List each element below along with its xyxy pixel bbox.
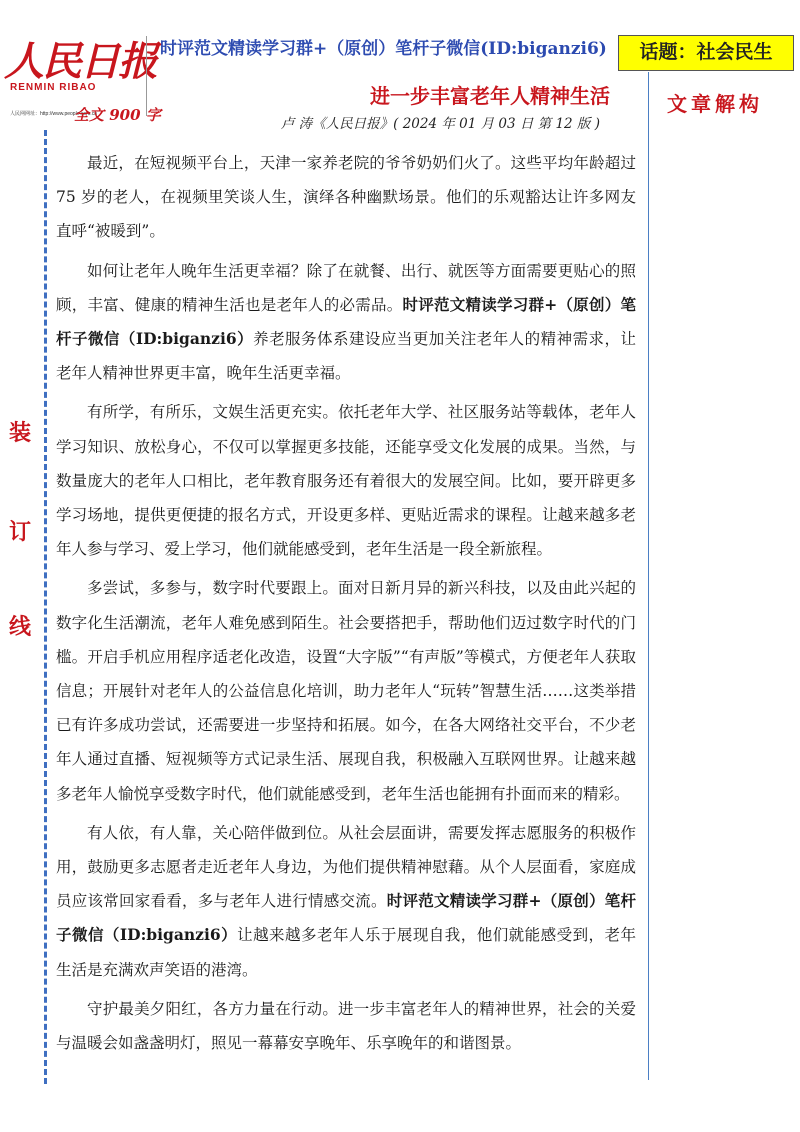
topic-badge: 话题：社会民生 [618,35,794,71]
logo-pinyin: RENMIN RIBAO [10,82,97,93]
paragraph [56,992,636,1060]
margin-divider [648,72,649,1080]
article-byline: 卢 涛《人民日报》( 2024 年 01 月 03 日 第 12 版 ) [280,116,600,132]
paragraph [56,146,636,249]
binding-line [44,130,47,1084]
paragraph-text: 如何让老年人晚年生活更幸福？除了在就餐、出行、就医等方面需要更贴心的照顾，丰富、健康的精神生活也是老年人的必需品。 [56,261,636,314]
paragraph [56,571,636,810]
paragraph-text: 有人依，有人靠，关心陪伴做到位。从社会层面讲，需要发挥志愿服务的积极作用，鼓励更多志愿者走近老年人身边，为他们提供精神慰藉。从个人层面看，家庭成员应该常回家看看，多与老年人进行情感交流。 [56,823,636,911]
paragraph [56,395,636,566]
promo-banner: 时评范文精读学习群+（原创）笔杆子微信(ID:biganzi6) [160,39,607,59]
promo-inline: 时评范文精读学习群+（原创）笔杆子微信（ID:biganzi6） [56,891,636,945]
logo-url: 人民网网址：http://www.people.com.cn [10,111,97,117]
binding-char: 装 [8,420,31,446]
logo-text: 人民日报 [4,38,156,85]
binding-char: 线 [8,614,31,640]
paragraph-text: 多尝试，多参与，数字时代要跟上。面对日新月异的新兴科技，以及由此兴起的数字化生活潮流，老年人难免感到陌生。社会要搭把手，帮助他们迈过数字时代的门槛。开启手机应用程序适老化改造，设置“大字版”“有声版”等模式，方便老年人获取信息；开展针对老年人的公益信息化培训，助力老年人“玩转”智慧生活……这类举措已有许多成功尝试，还需要进一步坚持和拓展。如今，在各大网络社交平台，不少老年人通过直播、短视频等方式记录生活、展现自我，积极融入互联网世界。让越来越多老年人愉悦享受数字时代，他们就能感受到，老年生活也能拥有扑面而来的精彩。 [56,579,636,803]
paragraph [56,816,636,987]
word-count: 全文 900 字 [74,106,161,124]
article-body [56,146,636,1065]
paragraph-text: 有所学，有所乐，文娱生活更充实。依托老年大学、社区服务站等载体，老年人学习知识、放松身心，不仅可以掌握更多技能，还能享受文化发展的成果。当然，与数量庞大的老年人口相比，老年教育服务还有着很大的发展空间。比如，要开辟更多学习场地，提供更便捷的报名方式，开设更多样、更贴近需求的课程。让越来越多老年人参与学习、爱上学习，他们就能感受到，老年生活是一段全新旅程。 [56,403,636,559]
analysis-label: 文章解构 [667,92,763,116]
paragraph-text: 养老服务体系建设应当更加关注老年人的精神需求，让老年人精神世界更丰富，晚年生活更幸福。 [56,330,636,383]
paragraph-text: 守护最美夕阳红，各方力量在行动。进一步丰富老年人的精神世界，社会的关爱与温暖会如盏盏明灯，照见一幕幕安享晚年、乐享晚年的和谐图景。 [56,999,636,1053]
promo-inline: 时评范文精读学习群+（原创）笔杆子微信（ID:biganzi6） [56,294,636,349]
binding-char: 订 [8,519,31,545]
paragraph [56,254,636,391]
paragraph-text: 让越来越多老年人乐于展现自我，他们就能感受到，老年生活是充满欢声笑语的港湾。 [56,926,636,979]
paragraph-text: 最近，在短视频平台上，天津一家养老院的爷爷奶奶们火了。这些平均年龄超过 75 岁的老人，在视频里笑谈人生，演绎各种幽默场景。他们的乐观豁达让许多网友直呼“被暖到”。 [56,154,636,241]
article-title: 进一步丰富老年人精神生活 [370,84,610,108]
